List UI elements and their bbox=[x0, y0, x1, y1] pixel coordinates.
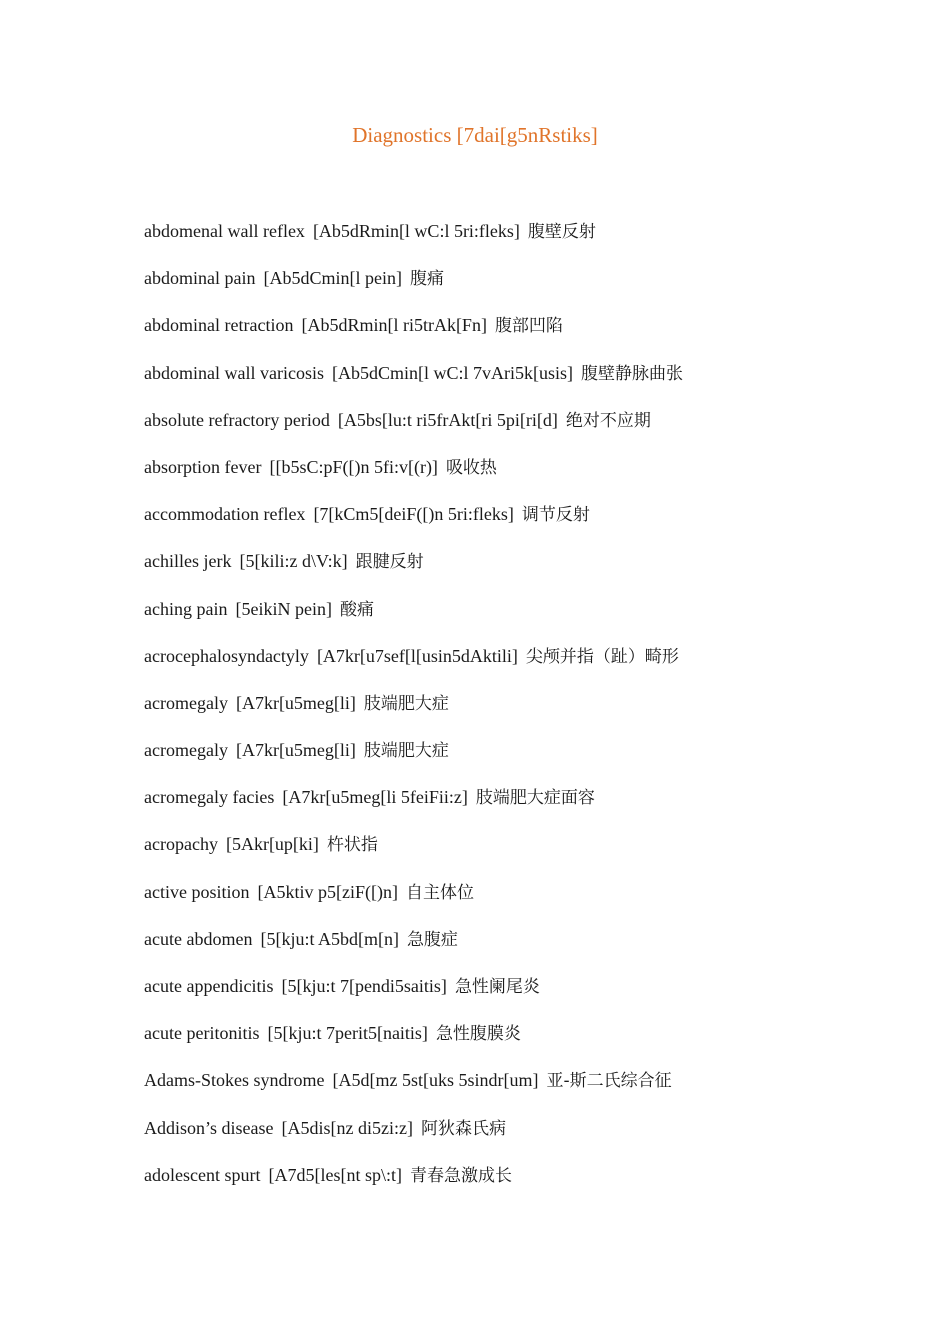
glossary-entry bbox=[144, 1162, 904, 1209]
entry-phonetic: [A5d[mz 5st[uks 5sindr[um] bbox=[332, 1070, 539, 1091]
entry-term: absorption fever bbox=[144, 456, 262, 477]
entry-chinese: 阿狄森氏病 bbox=[420, 1118, 506, 1139]
entry-chinese: 调节反射 bbox=[521, 505, 590, 526]
entry-phonetic: [A7d5[les[nt sp\:t] bbox=[268, 1164, 402, 1185]
entry-chinese: 绝对不应期 bbox=[565, 410, 651, 431]
glossary-entry bbox=[144, 879, 904, 926]
glossary-entry bbox=[144, 218, 904, 265]
entry-phonetic: [Ab5dCmin[l wC:l 7vAri5k[usis] bbox=[331, 362, 573, 383]
entry-phonetic: [5[kju:t A5bd[m[n] bbox=[260, 928, 399, 949]
entry-phonetic: [[b5sC:pF([)n 5fi:v[(r)] bbox=[269, 456, 438, 477]
entry-phonetic: [Ab5dCmin[l pein] bbox=[263, 268, 402, 289]
entry-chinese: 杵状指 bbox=[326, 835, 378, 856]
entry-term: achilles jerk bbox=[144, 551, 232, 572]
entry-chinese: 酸痛 bbox=[339, 599, 374, 620]
glossary-entry bbox=[144, 1067, 904, 1114]
entry-chinese: 腹部凹陷 bbox=[494, 316, 563, 337]
entry-phonetic: [A7kr[u5meg[li] bbox=[235, 740, 356, 761]
glossary-entry bbox=[144, 926, 904, 973]
entry-phonetic: [5Akr[up[ki] bbox=[225, 834, 319, 855]
glossary-entry bbox=[144, 737, 904, 784]
glossary-entry bbox=[144, 454, 904, 501]
entry-phonetic: [A5dis[nz di5zi:z] bbox=[281, 1117, 413, 1138]
entry-phonetic: [A5ktiv p5[ziF([)n] bbox=[257, 881, 398, 902]
entry-chinese: 吸收热 bbox=[445, 457, 497, 478]
glossary-entry bbox=[144, 407, 904, 454]
glossary-entry bbox=[144, 548, 904, 595]
glossary-entry bbox=[144, 784, 904, 831]
entry-chinese: 肢端肥大症面容 bbox=[475, 788, 595, 809]
entry-term: abdomenal wall reflex bbox=[144, 221, 305, 241]
entry-chinese: 急性腹膜炎 bbox=[435, 1024, 521, 1045]
entry-term: active position bbox=[144, 881, 250, 902]
document-title: Diagnostics [7dai[g5nRstiks] bbox=[352, 123, 598, 147]
entry-term: acute peritonitis bbox=[144, 1023, 260, 1044]
entry-chinese: 腹壁静脉曲张 bbox=[580, 363, 683, 384]
glossary-entry bbox=[144, 831, 904, 878]
entry-term: acropachy bbox=[144, 834, 218, 855]
entry-chinese: 腹痛 bbox=[409, 269, 444, 290]
entry-chinese: 青春急激成长 bbox=[409, 1165, 512, 1186]
entry-chinese: 亚-斯二氏综合征 bbox=[546, 1071, 672, 1092]
glossary-entry bbox=[144, 596, 904, 643]
entry-phonetic: [Ab5dRmin[l wC:l 5ri:fleks] bbox=[312, 221, 520, 241]
entry-term: acromegaly bbox=[144, 692, 228, 713]
glossary-entry bbox=[144, 360, 904, 407]
glossary-entry bbox=[144, 690, 904, 737]
entry-phonetic: [A7kr[u5meg[li] bbox=[235, 692, 356, 713]
entry-phonetic: [A5bs[lu:t ri5frAkt[ri 5pi[ri[d] bbox=[337, 409, 558, 430]
entry-term: acute appendicitis bbox=[144, 976, 274, 996]
entry-term: acromegaly facies bbox=[144, 787, 275, 808]
entry-term: accommodation reflex bbox=[144, 504, 306, 525]
entry-phonetic: [5[kju:t 7perit5[naitis] bbox=[267, 1023, 428, 1044]
entry-term: adolescent spurt bbox=[144, 1164, 261, 1185]
entry-phonetic: [A7kr[u5meg[li 5feiFii:z] bbox=[282, 787, 468, 808]
entry-chinese: 肢端肥大症 bbox=[363, 741, 449, 762]
entry-term: acrocephalosyndactyly bbox=[144, 645, 309, 666]
entry-chinese: 尖颅并指（趾）畸形 bbox=[525, 646, 679, 667]
glossary-entry bbox=[144, 973, 904, 1020]
glossary-list bbox=[144, 218, 904, 1209]
entry-term: abdominal pain bbox=[144, 268, 256, 289]
glossary-entry bbox=[144, 501, 904, 548]
entry-phonetic: [7[kCm5[deiF([)n 5ri:fleks] bbox=[313, 504, 514, 525]
entry-chinese: 腹壁反射 bbox=[527, 222, 596, 242]
glossary-entry bbox=[144, 265, 904, 312]
entry-term: acromegaly bbox=[144, 740, 228, 761]
entry-phonetic: [5eikiN pein] bbox=[235, 598, 332, 619]
entry-term: Addison’s disease bbox=[144, 1117, 274, 1138]
entry-term: acute abdomen bbox=[144, 928, 253, 949]
entry-chinese: 跟腱反射 bbox=[355, 552, 424, 573]
entry-chinese: 自主体位 bbox=[405, 882, 474, 903]
glossary-entry bbox=[144, 1115, 904, 1162]
entry-term: aching pain bbox=[144, 598, 228, 619]
glossary-entry bbox=[144, 643, 904, 690]
entry-term: absolute refractory period bbox=[144, 409, 330, 430]
entry-term: abdominal wall varicosis bbox=[144, 362, 324, 383]
entry-phonetic: [Ab5dRmin[l ri5trAk[Fn] bbox=[301, 315, 487, 336]
entry-chinese: 急性阑尾炎 bbox=[454, 977, 540, 997]
glossary-entry bbox=[144, 1020, 904, 1067]
entry-chinese: 肢端肥大症 bbox=[363, 693, 449, 714]
entry-phonetic: [A7kr[u7sef[l[usin5dAktili] bbox=[316, 645, 518, 666]
entry-term: Adams-Stokes syndrome bbox=[144, 1070, 325, 1091]
entry-phonetic: [5[kju:t 7[pendi5saitis] bbox=[281, 976, 447, 996]
entry-phonetic: [5[kili:z d\V:k] bbox=[239, 551, 348, 572]
entry-term: abdominal retraction bbox=[144, 315, 294, 336]
glossary-entry bbox=[144, 312, 904, 359]
entry-chinese: 急腹症 bbox=[406, 929, 458, 950]
